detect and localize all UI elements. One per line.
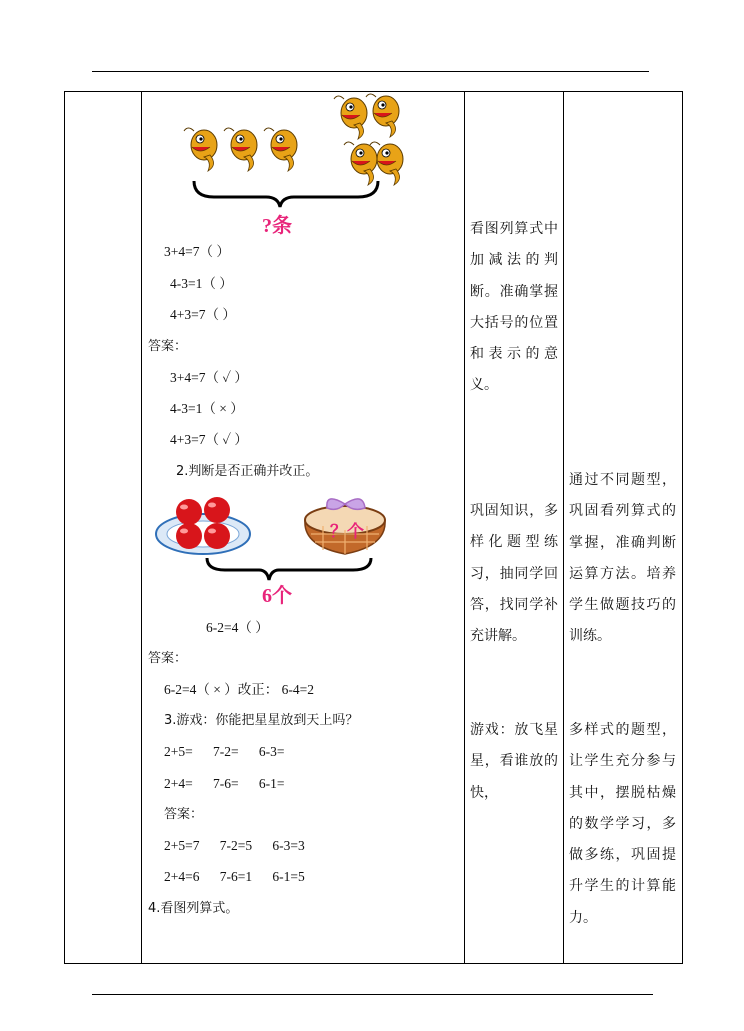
q3-row-1: 2+5= 7-2= 6-3= (164, 744, 285, 759)
fish-2 (224, 128, 257, 171)
q4-title: 4.看图列算式。 (148, 901, 239, 916)
column-divider-1 (141, 92, 142, 963)
apple-brace (207, 558, 371, 580)
col4-note-2: 多样式的题型，让学生充分参与其中，摆脱枯燥的数学学习，多做多练，巩固提升学生的计算能力。 (569, 722, 676, 926)
fish-1 (184, 128, 217, 171)
column-divider-2 (464, 92, 465, 963)
answer-label-2: 答案： (148, 651, 188, 666)
a3-row-1: 2+5=7 7-2=5 6-3=3 (164, 838, 305, 853)
q2-title: 2.判断是否正确并改正。 (176, 464, 319, 479)
column-divider-3 (563, 92, 564, 963)
answer-label-1: 答案： (148, 339, 188, 354)
fish-3 (264, 128, 297, 171)
fish-total-label: ?条 (262, 215, 292, 237)
q2-equation: 6-2=4（ ） (206, 620, 269, 635)
col3-note-3: 游戏：放飞星星，看谁放的快， (470, 722, 558, 801)
fish-diagram (180, 95, 440, 205)
basket-unknown-label: ？个 (330, 522, 364, 541)
a1-line-1: 3+4=7（ ✓ ） (170, 370, 248, 385)
fish-5 (366, 94, 399, 137)
fish-brace (194, 181, 378, 207)
a2-line: 6-2=4（ × ）改正： 6-4=2 (164, 682, 314, 697)
footer-rule (92, 994, 653, 995)
fish-6 (344, 142, 377, 185)
q1-line-3: 4+3=7（ ） (170, 307, 236, 322)
col4-note-1: 通过不同题型，巩固看列算式的掌握，准确判断运算方法。培养学生做题技巧的训练。 (569, 472, 676, 645)
fish-4 (334, 96, 367, 139)
a1-line-2: 4-3=1（ × ） (170, 401, 244, 416)
header-rule (92, 71, 649, 72)
q1-line-1: 3+4=7（ ） (164, 244, 230, 259)
q3-row-2: 2+4= 7-6= 6-1= (164, 776, 285, 791)
answer-label-3: 答案： (164, 807, 204, 822)
col3-note-1: 看图列算式中加减法的判断。准确掌握大括号的位置和表示的意义。 (470, 221, 558, 394)
apple-total-label: 6个 (262, 585, 292, 607)
q1-line-2: 4-3=1（ ） (170, 276, 233, 291)
q3-title: 3.游戏：你能把星星放到天上吗？ (164, 713, 359, 728)
col3-note-2: 巩固知识，多样化题型练习，抽同学回答，找同学补充讲解。 (470, 503, 558, 645)
a1-line-3: 4+3=7（ ✓ ） (170, 432, 248, 447)
a3-row-2: 2+4=6 7-6=1 6-1=5 (164, 869, 305, 884)
